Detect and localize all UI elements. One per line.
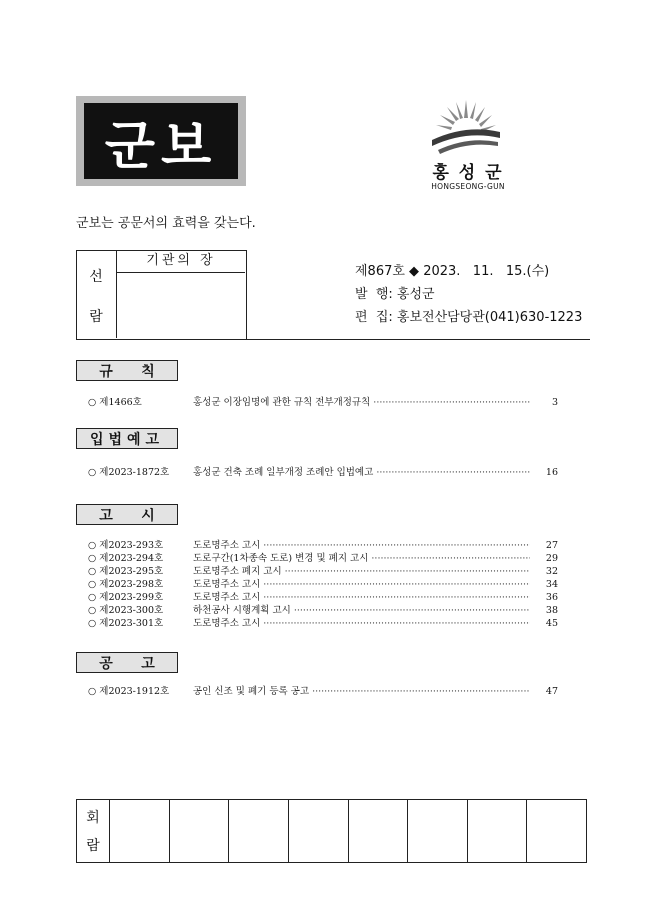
section-heading-announcements <box>76 504 178 525</box>
entry-title: 공인 신조 및 폐기 등록 공고 ····· <box>193 685 530 698</box>
section-heading-char: 시 <box>141 507 155 524</box>
entry-title: 도로명주소 고시 ····· <box>193 591 530 604</box>
entry-page: 34 <box>545 579 558 590</box>
toc-entry[interactable] <box>88 565 558 578</box>
section-heading-legislative-notice <box>76 428 178 449</box>
entry-page: 38 <box>545 605 558 616</box>
circulation-table <box>76 799 587 863</box>
entry-page: 47 <box>545 686 558 697</box>
hongseong-logo-icon <box>428 96 504 156</box>
slogan: 군보는 공문서의 효력을 갖는다. <box>76 216 256 231</box>
section-heading-text: 입법예고 <box>89 431 165 448</box>
entry-number: ○ 제2023-293호 <box>88 540 164 551</box>
section-heading-char: 공 <box>99 655 113 672</box>
entry-title: 하천공사 시행계획 고시 ····· <box>193 604 530 617</box>
editor-line: 편 집: 홍보전산담당관(041)630-1223 <box>355 310 583 325</box>
entry-number: ○ 제2023-295호 <box>88 566 164 577</box>
section-heading-char: 고 <box>141 655 155 672</box>
section-heading-char: 규 <box>99 363 113 380</box>
toc-entry[interactable] <box>88 578 558 591</box>
entry-page: 27 <box>545 540 558 551</box>
header-divider <box>76 339 590 340</box>
entry-number: ○ 제1466호 <box>88 397 142 408</box>
entry-number: ○ 제2023-1912호 <box>88 686 170 697</box>
entry-page: 32 <box>545 566 558 577</box>
circulation-label-bottom: 람 <box>86 838 100 854</box>
entry-number: ○ 제2023-301호 <box>88 618 164 629</box>
entry-title: 도로구간(1차종속 도로) 변경 및 폐지 고시 ····· <box>193 552 530 565</box>
signature-cell <box>110 800 170 862</box>
routing-label-cell <box>76 250 117 338</box>
entry-number: ○ 제2023-298호 <box>88 579 164 590</box>
toc-entry[interactable] <box>88 539 558 552</box>
signature-cell <box>289 800 349 862</box>
entry-number: ○ 제2023-299호 <box>88 592 164 603</box>
routing-label-bottom: 람 <box>89 309 103 325</box>
signature-cell <box>468 800 528 862</box>
entry-page: 29 <box>545 553 558 564</box>
section-heading-char: 칙 <box>141 363 155 380</box>
entry-title: 홍성군 건축 조례 일부개정 조례안 입법예고 ····· <box>193 466 530 479</box>
toc-entry[interactable] <box>88 591 558 604</box>
toc-entry[interactable] <box>88 552 558 565</box>
signature-cell <box>349 800 409 862</box>
entry-page: 3 <box>551 397 558 408</box>
logo-name-korean: 홍 성 군 <box>432 163 504 183</box>
toc-entry[interactable] <box>88 685 558 698</box>
publisher-line: 발 행: 홍성군 <box>355 287 435 302</box>
entry-page: 45 <box>545 618 558 629</box>
entry-title: 홍성군 이장임명에 관한 규칙 전부개정규칙 ····· <box>193 396 530 409</box>
toc-entry[interactable] <box>88 617 558 630</box>
signature-cell <box>527 800 586 862</box>
circulation-label-cell <box>77 800 110 862</box>
routing-label-top: 선 <box>89 269 103 285</box>
signature-cell <box>229 800 289 862</box>
toc-entry[interactable] <box>88 466 558 479</box>
masthead-title: 군보 <box>84 103 238 179</box>
entry-title: 도로명주소 고시 ····· <box>193 578 530 591</box>
entry-number: ○ 제2023-300호 <box>88 605 164 616</box>
entry-number: ○ 제2023-294호 <box>88 553 164 564</box>
signature-cell <box>170 800 230 862</box>
section-heading-char: 고 <box>99 507 113 524</box>
entry-page: 16 <box>545 467 558 478</box>
entry-page: 36 <box>545 592 558 603</box>
entry-title: 도로명주소 폐지 고시 ····· <box>193 565 530 578</box>
issue-line: 제867호 ◆ 2023. 11. 15.(수) <box>355 264 550 279</box>
circulation-label-top: 회 <box>86 810 100 826</box>
section-heading-rules <box>76 360 178 381</box>
entry-title: 도로명주소 고시 ····· <box>193 539 530 552</box>
entry-title: 도로명주소 고시 ····· <box>193 617 530 630</box>
entry-number: ○ 제2023-1872호 <box>88 467 170 478</box>
logo-name-english: HONGSEONG-GUN <box>431 182 505 191</box>
toc-entry[interactable] <box>88 396 558 409</box>
toc-entry[interactable] <box>88 604 558 617</box>
section-heading-public-notices <box>76 652 178 673</box>
routing-header: 기관의 장 <box>117 250 245 273</box>
signature-cell <box>408 800 468 862</box>
